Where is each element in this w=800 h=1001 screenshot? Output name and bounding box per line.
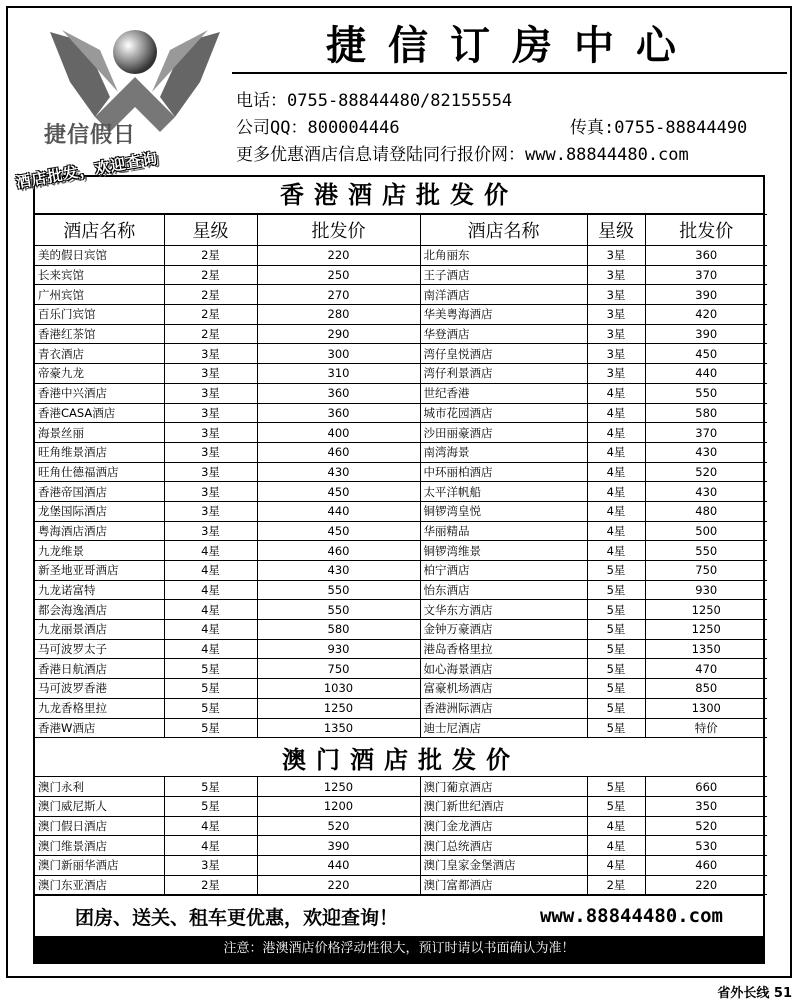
table-header-row (35, 215, 767, 246)
table-row (35, 462, 767, 482)
price-cell: 460 (645, 855, 767, 875)
star-cell: 5星 (164, 698, 257, 718)
star-cell: 3星 (587, 305, 645, 325)
price-cell: 370 (645, 423, 767, 443)
hotel-name-cell: 湾仔利景酒店 (420, 364, 587, 384)
table-row (35, 442, 767, 462)
hotel-name-cell: 香港日航酒店 (35, 659, 164, 679)
hotel-name-cell: 港岛香格里拉 (420, 639, 587, 659)
star-cell: 4星 (587, 383, 645, 403)
price-cell: 420 (645, 305, 767, 325)
price-list (33, 175, 765, 964)
price-cell: 520 (645, 462, 767, 482)
table-row (35, 561, 767, 581)
star-cell: 3星 (164, 403, 257, 423)
price-cell: 550 (645, 383, 767, 403)
star-cell: 4星 (164, 836, 257, 856)
price-cell: 1030 (257, 679, 420, 699)
table-row (35, 698, 767, 718)
hotel-name-cell: 北角丽东 (420, 246, 587, 266)
star-cell: 5星 (164, 777, 257, 797)
price-cell: 550 (257, 600, 420, 620)
hotel-name-cell: 青衣酒店 (35, 344, 164, 364)
price-cell: 750 (257, 659, 420, 679)
table-row (35, 639, 767, 659)
price-cell: 1250 (645, 600, 767, 620)
star-cell: 3星 (587, 344, 645, 364)
footer-url[interactable]: www.88844480.com (539, 905, 723, 928)
table-row (35, 344, 767, 364)
star-cell: 3星 (164, 855, 257, 875)
star-cell: 2星 (164, 246, 257, 266)
hotel-name-cell: 澳门富都酒店 (420, 875, 587, 895)
hotel-name-cell: 湾仔皇悦酒店 (420, 344, 587, 364)
star-cell: 4星 (587, 855, 645, 875)
price-cell: 850 (645, 679, 767, 699)
hotel-name-cell: 澳门永利 (35, 777, 164, 797)
price-cell: 550 (257, 580, 420, 600)
price-cell: 1350 (645, 639, 767, 659)
table-row (35, 836, 767, 856)
hotel-name-cell: 如心海景酒店 (420, 659, 587, 679)
star-cell: 3星 (164, 501, 257, 521)
price-cell: 390 (645, 324, 767, 344)
price-cell: 220 (257, 875, 420, 895)
star-cell: 5星 (164, 796, 257, 816)
hotel-name-cell: 澳门葡京酒店 (420, 777, 587, 797)
hotel-name-cell: 王子酒店 (420, 265, 587, 285)
table-row (35, 403, 767, 423)
table-row (35, 324, 767, 344)
price-cell: 440 (257, 501, 420, 521)
notice-bar: 注意：港澳酒店价格浮动性很大，预订时请以书面确认为准！ (35, 936, 763, 962)
hotel-name-cell: 华登酒店 (420, 324, 587, 344)
star-cell: 4星 (164, 541, 257, 561)
price-cell: 470 (645, 659, 767, 679)
star-cell: 5星 (587, 620, 645, 640)
hotel-name-cell: 香港CASA酒店 (35, 403, 164, 423)
hotel-name-cell: 怡东酒店 (420, 580, 587, 600)
hotel-name-cell: 九龙丽景酒店 (35, 620, 164, 640)
star-cell: 2星 (587, 875, 645, 895)
hotel-name-cell: 广州宾馆 (35, 285, 164, 305)
table-row (35, 796, 767, 816)
star-cell: 4星 (587, 501, 645, 521)
hotel-name-cell: 旺角仕德福酒店 (35, 462, 164, 482)
hotel-name-cell: 马可波罗香港 (35, 679, 164, 699)
hotel-name-cell: 南湾海景 (420, 442, 587, 462)
star-cell: 4星 (164, 620, 257, 640)
table-row (35, 816, 767, 836)
price-cell: 350 (645, 796, 767, 816)
hotel-name-cell: 澳门总统酒店 (420, 836, 587, 856)
hotel-name-cell: 华美粤海酒店 (420, 305, 587, 325)
price-cell: 1250 (257, 698, 420, 718)
hotel-name-cell: 长来宾馆 (35, 265, 164, 285)
star-cell: 3星 (164, 423, 257, 443)
price-cell: 520 (257, 816, 420, 836)
price-cell: 400 (257, 423, 420, 443)
page-number: 省外长线 51 (717, 986, 792, 1001)
promo-banner: 酒店批发，欢迎查询 (14, 148, 160, 192)
price-cell: 460 (257, 541, 420, 561)
price-cell: 580 (257, 620, 420, 640)
star-cell: 3星 (587, 246, 645, 266)
price-cell: 450 (257, 521, 420, 541)
price-cell: 460 (257, 442, 420, 462)
hotel-name-cell: 澳门东亚酒店 (35, 875, 164, 895)
price-cell: 370 (645, 265, 767, 285)
hotel-name-cell: 马可波罗太子 (35, 639, 164, 659)
price-cell: 390 (645, 285, 767, 305)
table-row (35, 777, 767, 797)
table-row (35, 855, 767, 875)
star-cell: 4星 (587, 541, 645, 561)
star-cell: 5星 (587, 580, 645, 600)
hotel-name-cell: 澳门皇家金堡酒店 (420, 855, 587, 875)
hotel-name-cell: 九龙维景 (35, 541, 164, 561)
price-cell: 440 (257, 855, 420, 875)
price-cell: 250 (257, 265, 420, 285)
price-cell: 300 (257, 344, 420, 364)
table-row (35, 580, 767, 600)
hotel-name-cell: 龙堡国际酒店 (35, 501, 164, 521)
star-cell: 4星 (587, 482, 645, 502)
table-row (35, 679, 767, 699)
page-title: 捷信订房中心 (326, 22, 698, 69)
hotel-name-cell: 澳门威尼斯人 (35, 796, 164, 816)
hotel-name-cell: 九龙香格里拉 (35, 698, 164, 718)
star-cell: 4星 (164, 816, 257, 836)
star-cell: 2星 (164, 875, 257, 895)
footer-slogan-bar (35, 895, 763, 936)
hotel-name-cell: 美的假日宾馆 (35, 246, 164, 266)
footer-slogan: 团房、送关、租车更优惠，欢迎查询！ (75, 906, 399, 929)
star-cell: 4星 (587, 816, 645, 836)
star-cell: 5星 (587, 561, 645, 581)
star-cell: 4星 (164, 580, 257, 600)
hotel-name-cell: 铜锣湾维景 (420, 541, 587, 561)
table-row (35, 521, 767, 541)
price-cell: 280 (257, 305, 420, 325)
title-divider (232, 72, 787, 74)
hotel-name-cell: 香港W酒店 (35, 718, 164, 738)
hotel-name-cell: 澳门金龙酒店 (420, 816, 587, 836)
star-cell: 5星 (587, 679, 645, 699)
hotel-name-cell: 华丽精品 (420, 521, 587, 541)
price-cell: 500 (645, 521, 767, 541)
col-price: 批发价 (645, 215, 767, 246)
price-cell: 1250 (257, 777, 420, 797)
star-cell: 5星 (587, 796, 645, 816)
hotel-name-cell: 海景丝丽 (35, 423, 164, 443)
star-cell: 3星 (164, 344, 257, 364)
price-cell: 360 (645, 246, 767, 266)
table-row (35, 305, 767, 325)
star-cell: 2星 (164, 265, 257, 285)
star-cell: 5星 (164, 679, 257, 699)
table-row (35, 875, 767, 895)
price-cell: 290 (257, 324, 420, 344)
star-cell: 2星 (164, 324, 257, 344)
price-cell: 550 (645, 541, 767, 561)
price-cell: 1250 (645, 620, 767, 640)
star-cell: 3星 (164, 442, 257, 462)
star-cell: 4星 (587, 521, 645, 541)
star-cell: 4星 (587, 462, 645, 482)
star-cell: 4星 (164, 561, 257, 581)
price-cell: 390 (257, 836, 420, 856)
star-cell: 5星 (587, 639, 645, 659)
table-row (35, 541, 767, 561)
table-row (35, 364, 767, 384)
price-cell: 430 (257, 561, 420, 581)
table-row (35, 718, 767, 738)
hotel-name-cell: 香港中兴酒店 (35, 383, 164, 403)
hotel-name-cell: 香港红茶馆 (35, 324, 164, 344)
star-cell: 3星 (164, 462, 257, 482)
hotel-name-cell: 柏宁酒店 (420, 561, 587, 581)
table-row (35, 501, 767, 521)
hotel-name-cell: 澳门新丽华酒店 (35, 855, 164, 875)
star-cell: 4星 (587, 442, 645, 462)
price-cell: 450 (645, 344, 767, 364)
star-cell: 3星 (587, 364, 645, 384)
price-cell: 270 (257, 285, 420, 305)
price-cell: 特价 (645, 718, 767, 738)
price-cell: 520 (645, 816, 767, 836)
hotel-name-cell: 香港帝国酒店 (35, 482, 164, 502)
hotel-name-cell: 城市花园酒店 (420, 403, 587, 423)
hotel-name-cell: 铜锣湾皇悦 (420, 501, 587, 521)
price-cell: 360 (257, 383, 420, 403)
hotel-name-cell: 沙田丽豪酒店 (420, 423, 587, 443)
col-star: 星级 (164, 215, 257, 246)
star-cell: 3星 (164, 521, 257, 541)
col-price: 批发价 (257, 215, 420, 246)
star-cell: 4星 (587, 403, 645, 423)
price-cell: 430 (645, 482, 767, 502)
hotel-name-cell: 百乐门宾馆 (35, 305, 164, 325)
hotel-name-cell: 世纪香港 (420, 383, 587, 403)
price-cell: 480 (645, 501, 767, 521)
star-cell: 3星 (587, 265, 645, 285)
star-cell: 5星 (587, 718, 645, 738)
price-cell: 1350 (257, 718, 420, 738)
macau-title-row (35, 738, 767, 777)
logo-text: 捷信假日 (44, 123, 137, 148)
hotel-name-cell: 文华东方酒店 (420, 600, 587, 620)
star-cell: 4星 (587, 836, 645, 856)
table-row (35, 620, 767, 640)
qq-info: 公司QQ：800004446 (236, 118, 400, 138)
hotel-name-cell: 粤海酒店酒店 (35, 521, 164, 541)
star-cell: 2星 (164, 285, 257, 305)
price-cell: 430 (645, 442, 767, 462)
table-row (35, 600, 767, 620)
table-row (35, 423, 767, 443)
star-cell: 5星 (587, 659, 645, 679)
hk-section-title: 香港酒店批发价 (35, 177, 763, 214)
price-cell: 530 (645, 836, 767, 856)
star-cell: 5星 (587, 600, 645, 620)
star-cell: 3星 (587, 324, 645, 344)
table-row (35, 383, 767, 403)
phone-info: 电话：0755-88844480/82155554 (236, 91, 513, 111)
website-info: 更多优惠酒店信息请登陆同行报价网：www.88844480.com (236, 145, 689, 165)
table-row (35, 246, 767, 266)
hotel-name-cell: 都会海逸酒店 (35, 600, 164, 620)
price-cell: 930 (645, 580, 767, 600)
price-cell: 580 (645, 403, 767, 423)
table-row (35, 285, 767, 305)
star-cell: 5星 (164, 659, 257, 679)
hotel-name-cell: 中环丽柏酒店 (420, 462, 587, 482)
hotel-name-cell: 富豪机场酒店 (420, 679, 587, 699)
star-cell: 3星 (587, 285, 645, 305)
price-cell: 360 (257, 403, 420, 423)
table-row (35, 659, 767, 679)
hotel-name-cell: 澳门假日酒店 (35, 816, 164, 836)
price-cell: 450 (257, 482, 420, 502)
star-cell: 5星 (164, 718, 257, 738)
col-hotel-name: 酒店名称 (35, 215, 164, 246)
price-cell: 430 (257, 462, 420, 482)
hk-price-table (35, 214, 767, 895)
price-cell: 440 (645, 364, 767, 384)
hotel-name-cell: 九龙诺富特 (35, 580, 164, 600)
star-cell: 3星 (164, 364, 257, 384)
star-cell: 5星 (587, 777, 645, 797)
hotel-name-cell: 帝豪九龙 (35, 364, 164, 384)
star-cell: 4星 (164, 639, 257, 659)
hotel-name-cell: 金钟万豪酒店 (420, 620, 587, 640)
macau-section-title: 澳门酒店批发价 (282, 744, 520, 774)
star-cell: 3星 (164, 482, 257, 502)
star-cell: 4星 (587, 423, 645, 443)
price-cell: 220 (645, 875, 767, 895)
price-cell: 660 (645, 777, 767, 797)
hotel-name-cell: 南洋酒店 (420, 285, 587, 305)
hotel-name-cell: 香港洲际酒店 (420, 698, 587, 718)
hotel-name-cell: 新圣地亚哥酒店 (35, 561, 164, 581)
price-cell: 1200 (257, 796, 420, 816)
hotel-name-cell: 旺角维景酒店 (35, 442, 164, 462)
price-cell: 930 (257, 639, 420, 659)
price-cell: 1300 (645, 698, 767, 718)
table-row (35, 265, 767, 285)
price-cell: 310 (257, 364, 420, 384)
table-row (35, 482, 767, 502)
hotel-name-cell: 澳门新世纪酒店 (420, 796, 587, 816)
star-cell: 4星 (164, 600, 257, 620)
hotel-name-cell: 迪士尼酒店 (420, 718, 587, 738)
hotel-name-cell: 太平洋帆船 (420, 482, 587, 502)
fax-info: 传真:0755-88844490 (570, 118, 748, 138)
star-cell: 5星 (587, 698, 645, 718)
hotel-name-cell: 澳门维景酒店 (35, 836, 164, 856)
star-cell: 3星 (164, 383, 257, 403)
col-hotel-name: 酒店名称 (420, 215, 587, 246)
price-cell: 750 (645, 561, 767, 581)
col-star: 星级 (587, 215, 645, 246)
price-cell: 220 (257, 246, 420, 266)
star-cell: 2星 (164, 305, 257, 325)
